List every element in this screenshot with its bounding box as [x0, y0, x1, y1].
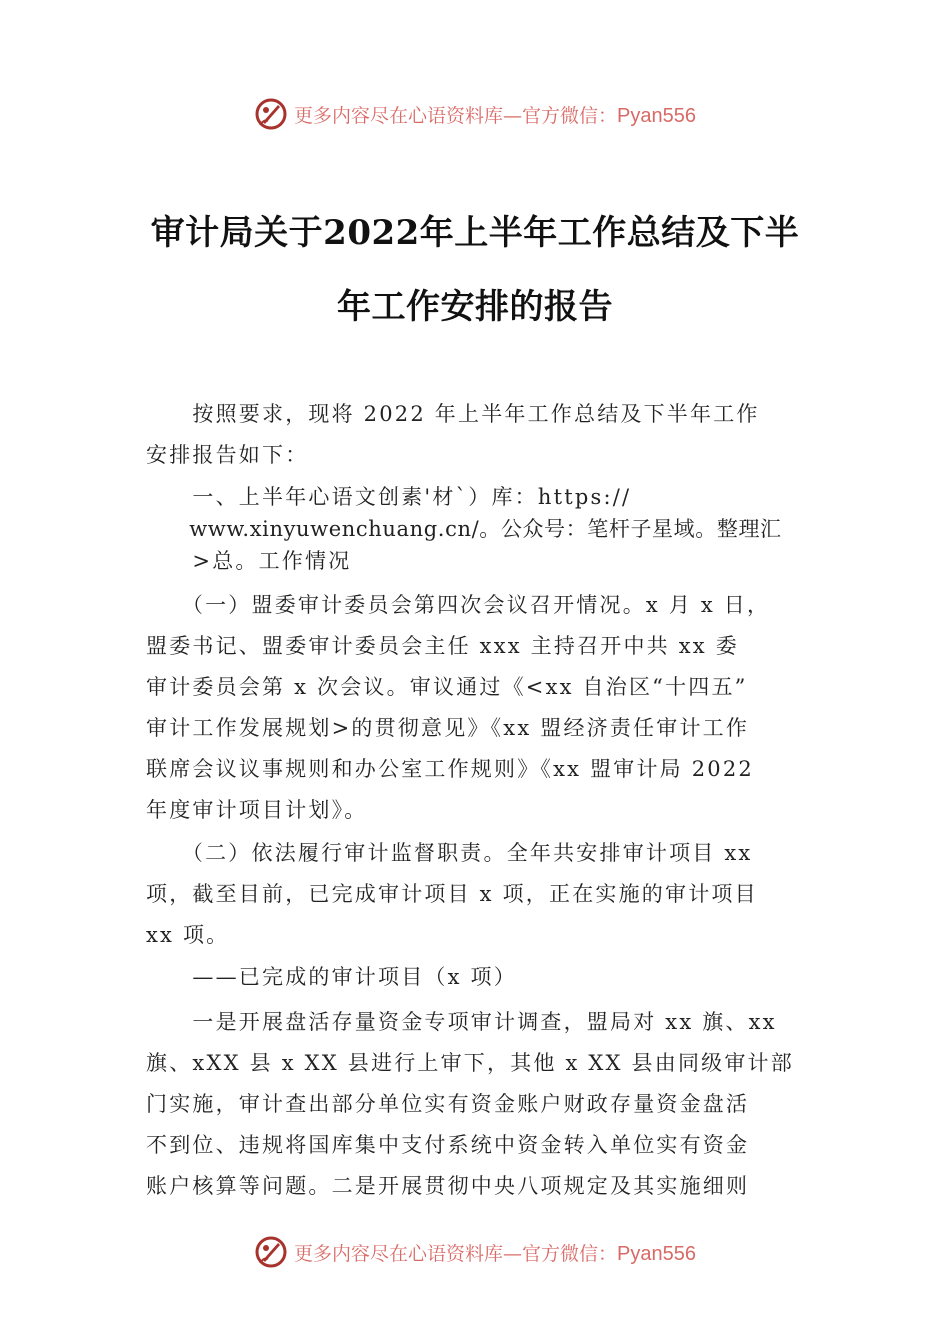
text-line: （二）依法履行审计监督职责。全年共安排审计项目 xx [146, 841, 753, 865]
title-line-2: 年工作安排的报告 [337, 287, 613, 327]
text-line: 门实施，审计查出部分单位实有资金账户财政存量资金盘活 [146, 1092, 750, 1116]
quill-seal-icon [254, 97, 288, 131]
paragraph-sub-2 [146, 833, 836, 956]
text-line: >总。工作情况 [146, 549, 352, 573]
text-line: www.xinyuwenchuang.cn/。公众号：笔杆子星域。整理汇 [146, 517, 782, 541]
text-line: 年度审计项目计划》。 [146, 798, 368, 822]
text-line: 旗、xXX 县 x XX 县进行上审下，其他 x XX 县由同级审计部 [146, 1051, 794, 1075]
watermark-text: 更多内容尽在心语资料库—官方微信： [294, 1242, 618, 1265]
watermark-banner-top [0, 94, 950, 134]
text-line: 联席会议议事规则和办公室工作规则》《xx 盟审计局 2022 [146, 757, 754, 781]
watermark-banner-bottom [0, 1232, 950, 1272]
text-line: 不到位、违规将国库集中支付系统中资金转入单位实有资金 [146, 1133, 750, 1157]
paragraph-section-1 [146, 481, 836, 577]
watermark-text: 更多内容尽在心语资料库—官方微信： [294, 104, 618, 127]
text-line: 审计委员会第 x 次会议。审议通过《<xx 自治区“十四五” [146, 675, 748, 699]
text-line: 安排报告如下： [146, 443, 309, 467]
watermark-handle: Pyan556 [617, 1242, 696, 1265]
text-line: 项，截至目前，已完成审计项目 x 项，正在实施的审计项目 [146, 882, 758, 906]
paragraph-completed-heading [146, 957, 836, 998]
text-line: 一、上半年心语文创素'材`）库：https:// [146, 485, 632, 509]
text-line: 账户核算等问题。二是开展贯彻中央八项规定及其实施细则 [146, 1174, 750, 1198]
text-line: 按照要求，现将 2022 年上半年工作总结及下半年工作 [146, 402, 760, 426]
text-line: xx 项。 [146, 923, 230, 947]
text-line: 盟委书记、盟委审计委员会主任 xxx 主持召开中共 xx 委 [146, 634, 739, 658]
watermark-handle: Pyan556 [617, 104, 696, 127]
text-line: 一是开展盘活存量资金专项审计调查，盟局对 xx 旗、xx [146, 1010, 777, 1034]
title-line-1: 审计局关于2022年上半年工作总结及下半 [150, 213, 800, 253]
text-line: ——已完成的审计项目（x 项） [146, 965, 517, 989]
text-line: （一）盟委审计委员会第四次会议召开情况。x 月 x 日， [146, 593, 771, 617]
quill-seal-icon [254, 1235, 288, 1269]
paragraph-intro [146, 394, 836, 476]
document-title [145, 196, 805, 344]
paragraph-sub-1 [146, 585, 836, 831]
paragraph-item-1 [146, 1002, 836, 1207]
text-line: 审计工作发展规划>的贯彻意见》《xx 盟经济责任审计工作 [146, 716, 750, 740]
